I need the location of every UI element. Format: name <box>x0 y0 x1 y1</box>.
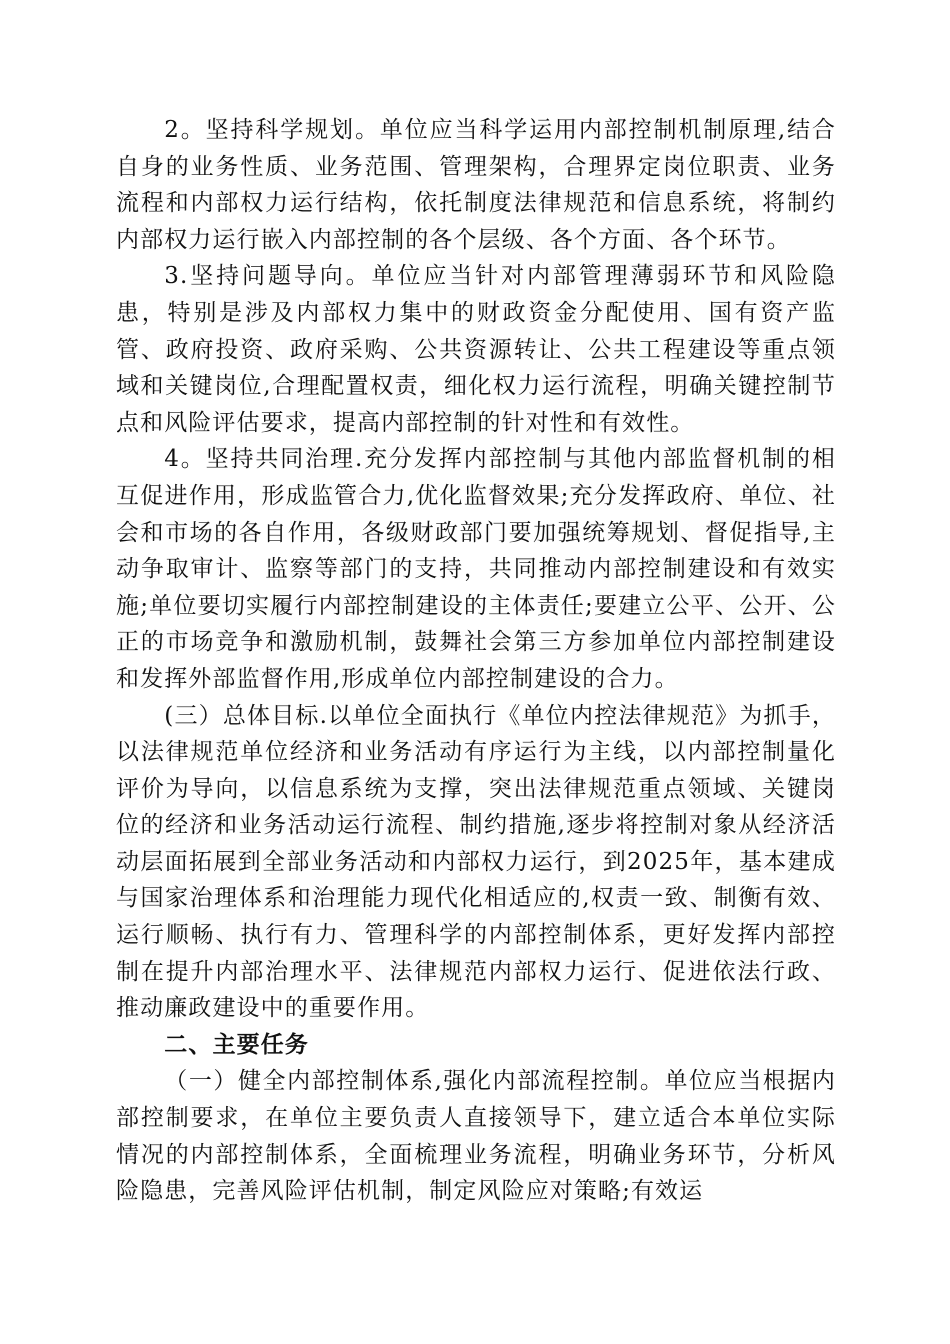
paragraph-internal-control-system: （一）健全内部控制体系,强化内部流程控制。单位应当根据内部控制要求，在单位主要负责人直接领导下，建立适合本单位实际情况的内部控制体系，全面梳理业务流程，明确业务环节，分析风险隐患，完善风险评估机制，制定风险应对策略;有效运 <box>116 1068 836 1205</box>
section-heading-main-tasks: 二、主要任务 <box>164 1031 309 1058</box>
paragraph-joint-governance: 4。坚持共同治理.充分发挥内部控制与其他内部监督机制的相互促进作用，形成监管合力,优化监督效果;充分发挥政府、单位、社会和市场的各自作用，各级财政部门要加强统筹规划、督促指导,主动争取审计、监察等部门的支持，共同推动内部控制建设和有效实施;单位要切实履行内部控制建设的主体责任;要建立公平、公开、公正的市场竞争和激励机制，鼓舞社会第三方参加单位内部控制建设和发挥外部监督作用,形成单位内部控制建设的合力。 <box>116 446 836 692</box>
document-body <box>116 112 836 1210</box>
paragraph-overall-goal: (三）总体目标.以单位全面执行《单位内控法律规范》为抓手，以法律规范单位经济和业务活动有序运行为主线，以内部控制量化评价为导向，以信息系统为支撑，突出法律规范重点领域、关键岗位的经济和业务活动运行流程、制约措施,逐步将控制对象从经济活动层面拓展到全部业务活动和内部权力运行，到2025年，基本建成与国家治理体系和治理能力现代化相适应的,权责一致、制衡有效、运行顺畅、执行有力、管理科学的内部控制体系，更好发挥内部控制在提升内部治理水平、法律规范内部权力运行、促进依法行政、推动廉政建设中的重要作用。 <box>116 702 836 1022</box>
paragraph-scientific-planning: 2。坚持科学规划。单位应当科学运用内部控制机制原理,结合自身的业务性质、业务范围、管理架构，合理界定岗位职责、业务流程和内部权力运行结构，依托制度法律规范和信息系统，将制约内部权力运行嵌入内部控制的各个层级、各个方面、各个环节。 <box>116 117 836 253</box>
paragraph-problem-oriented: 3.坚持问题导向。单位应当针对内部管理薄弱环节和风险隐患，特别是涉及内部权力集中的财政资金分配使用、国有资产监管、政府投资、政府采购、公共资源转让、公共工程建设等重点领域和关键岗位,合理配置权责，细化权力运行流程，明确关键控制节点和风险评估要求，提高内部控制的针对性和有效性。 <box>116 263 836 436</box>
